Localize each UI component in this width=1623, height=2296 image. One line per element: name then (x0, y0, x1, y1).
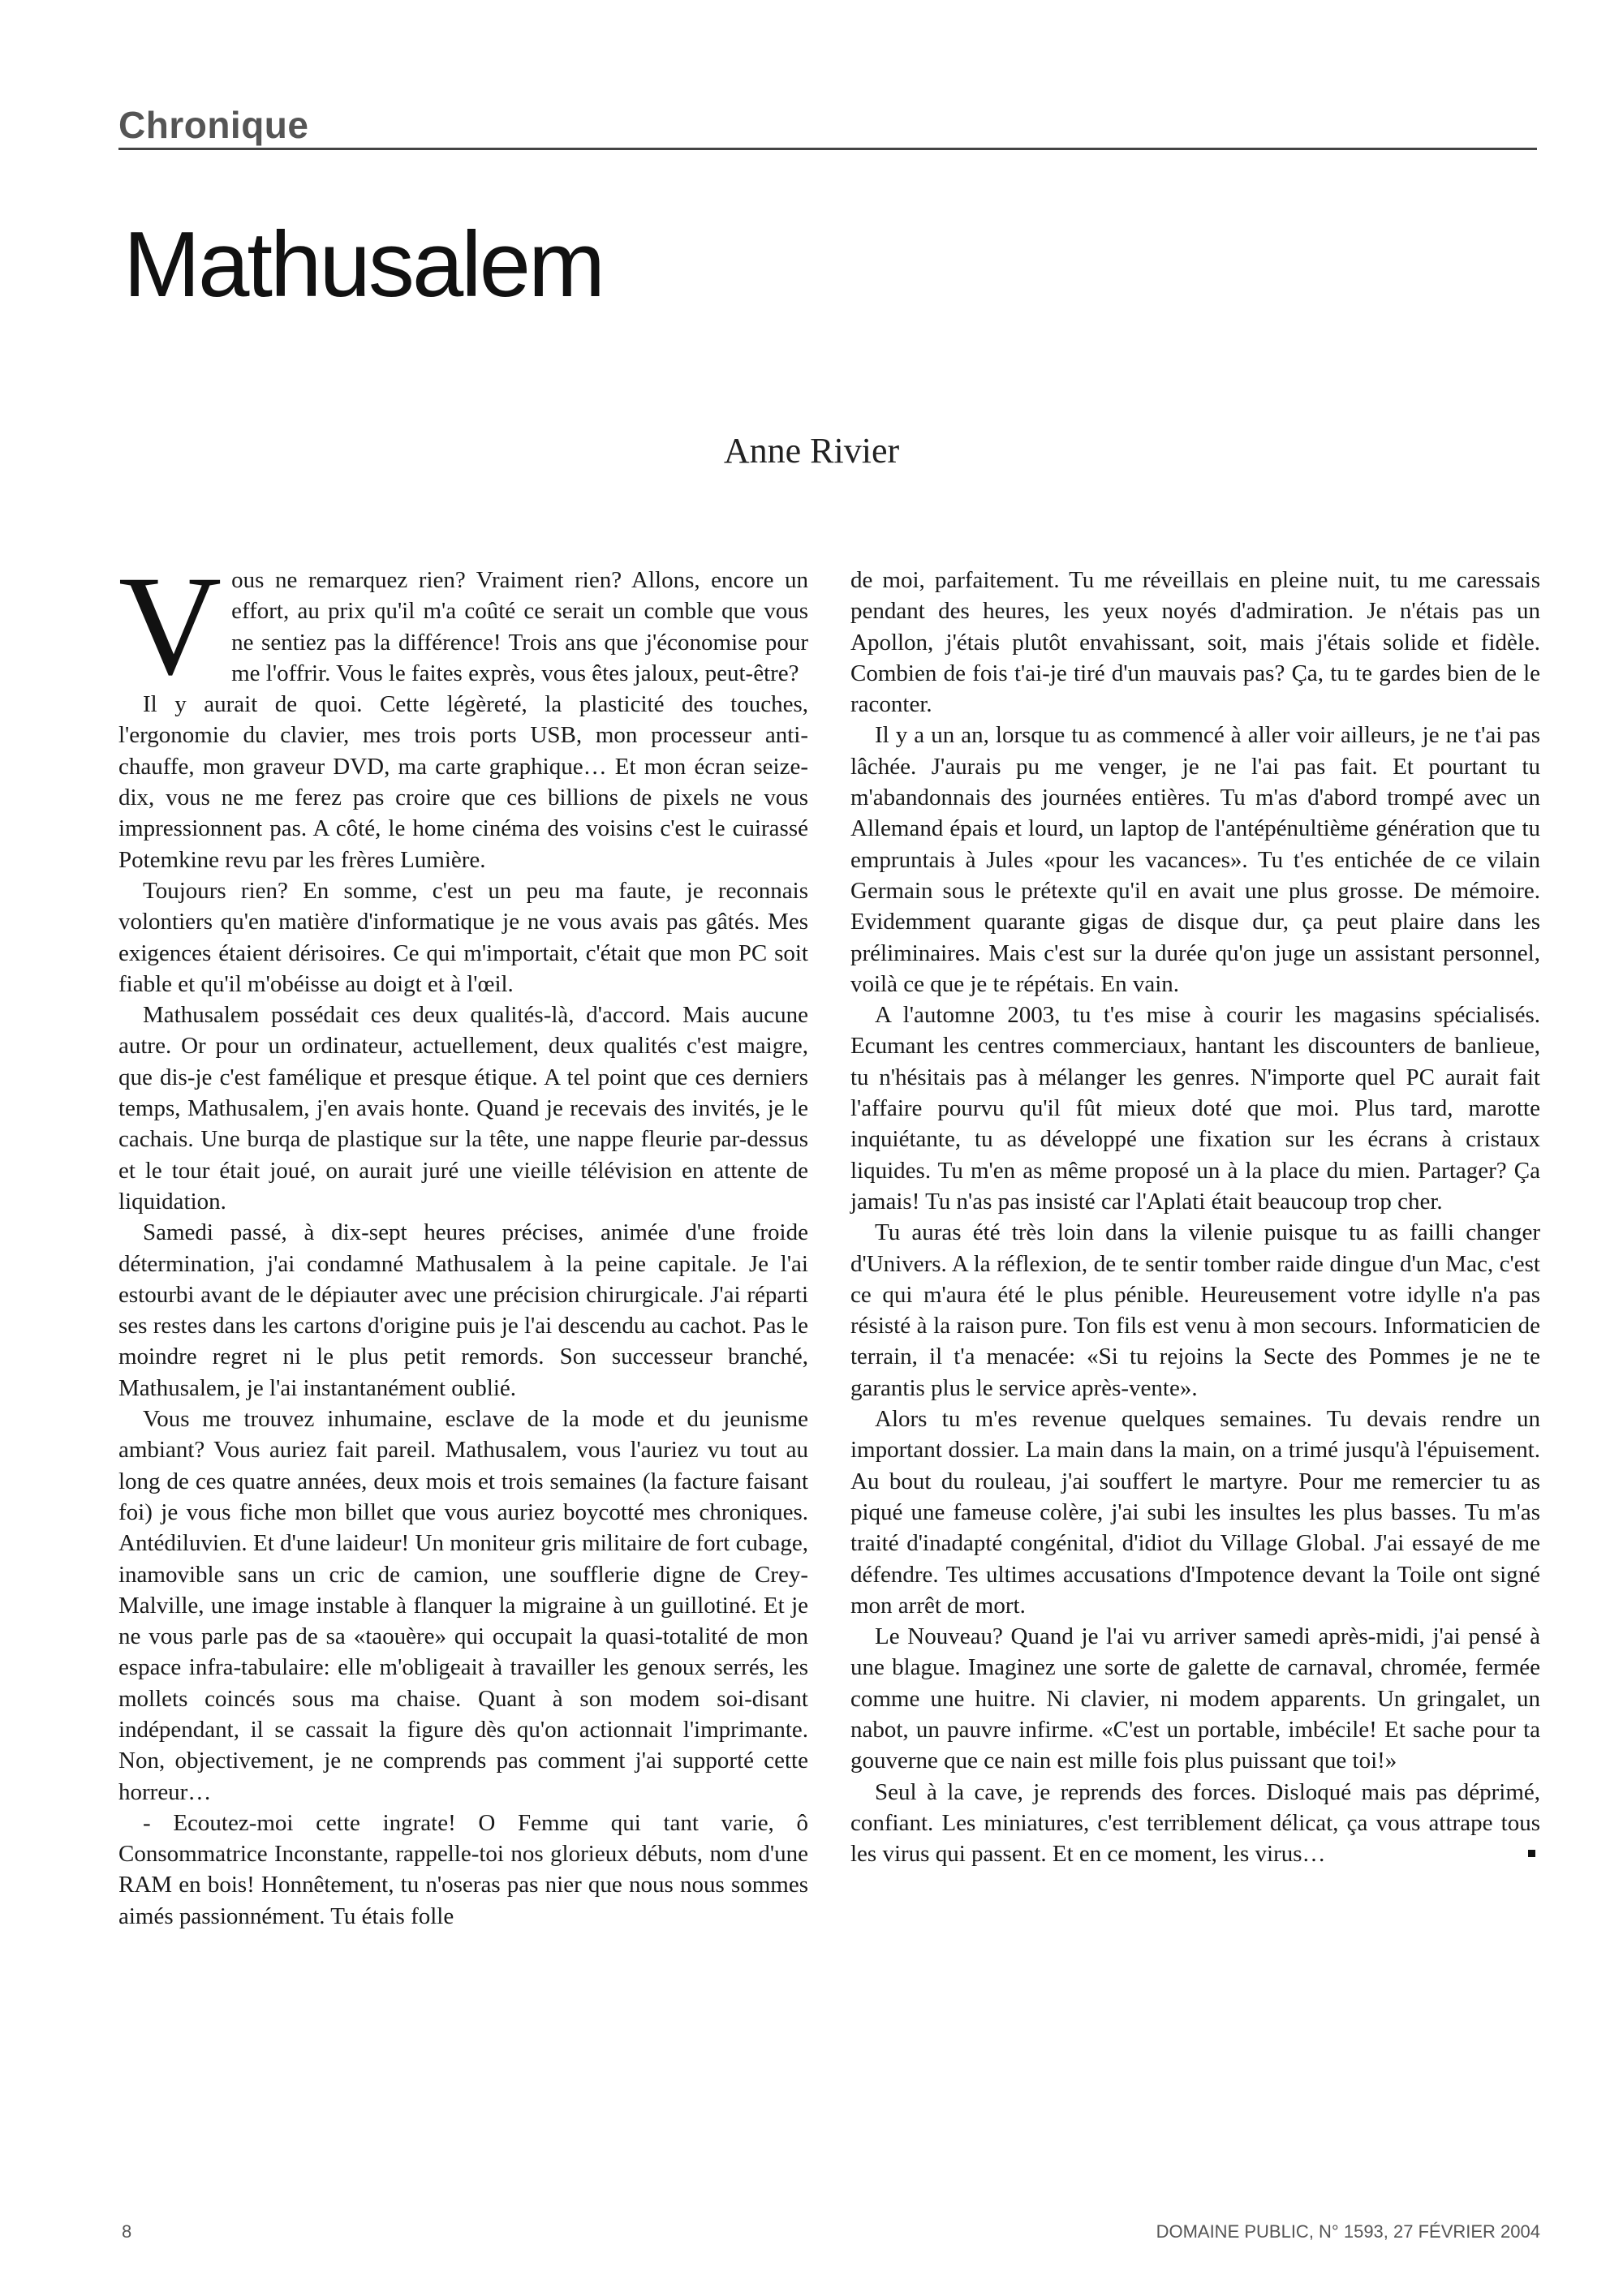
article-paragraph: Vous me trouvez inhumaine, esclave de la mode et du jeunisme ambiant? Vous auriez fait pareil. Mathusalem, vous l'auriez vu tout au long de ces quatre années, deux mois et trois semaines (la facture faisant foi) je vous fiche mon billet que vous auriez boycotté mes chroniques. Antédiluvien. Et d'une laideur! Un moniteur gris militaire de fort cubage, inamovible sans un cric de camion, une soufflerie digne de Crey-Malville, une image instable à flanquer la migraine à un guillotiné. Et je ne vous parle pas de sa «taouère» qui occupait la quasi-totalité de mon espace infra-tabulaire: elle m'obligeait à travailler les genoux serrés, les mollets coincés sous ma chaise. Quant à son modem soi-disant indépendant, il se cassait la figure dès qu'on actionnait l'imprimante. Non, objectivement, je ne comprends pas comment j'ai supporté cette horreur… (118, 1406, 808, 1805)
article-paragraph: Alors tu m'es revenue quelques semaines. Tu devais rendre un important dossier. La main dans la main, on a trimé jusqu'à l'épuisement. Au bout du rouleau, j'ai souffert le martyre. Pour me remercier tu as piqué une fameuse colère, j'ai subi les insultes les plus basses. Tu m'as traité d'inadapté congénital, d'idiot du Village Global. J'ai essayé de me défendre. Tes ultimes accusations d'Impotence devant la Toile ont signé mon arrêt de mort. (850, 1406, 1540, 1619)
article-title: Mathusalem (123, 213, 603, 316)
drop-cap: V (118, 547, 222, 705)
article-paragraph: Samedi passé, à dix-sept heures précises, animée d'une froide détermination, j'ai condamné Mathusalem à la peine capitale. Je l'ai estourbi avant de le dépiauter avec une précision chirurgicale. J'ai réparti ses restes dans les cartons d'origine puis je l'ai descendu au cachot. Pas le moindre regret ni le plus petit remords. Son successeur branché, Mathusalem, je l'ai instantanément oublié. (118, 1219, 808, 1401)
article-column-left (118, 547, 808, 1932)
publication-info: DOMAINE PUBLIC, N° 1593, 27 FÉVRIER 2004 (1156, 2221, 1540, 2242)
article-paragraph-last: Seul à la cave, je reprends des forces. Disloqué mais pas déprimé, confiant. Les miniatures, c'est terriblement délicat, ça vous attrape tous les virus qui passent. Et en ce moment, les virus… (850, 1778, 1540, 1868)
article-paragraph: A l'automne 2003, tu t'es mise à courir les magasins spécialisés. Ecumant les centres commerciaux, hantant les discounters de banlieue, tu n'hésitais pas à mélanger les genres. N'importe quel PC aurait fait l'affaire pourvu qu'il fût mieux doté que moi. Plus tard, marotte inquiétante, tu as développé une fixation sur les écrans à cristaux liquides. Tu m'en as même proposé un à la place du mien. Partager? Ça jamais! Tu n'as pas insisté car l'Aplati était beaucoup trop cher. (850, 1002, 1540, 1215)
article-column-right (850, 565, 1540, 1869)
article-paragraph: Vous ne remarquez rien? Vraiment rien? Allons, encore un effort, au prix qu'il m'a coûté ce serait un comble que vous ne sentiez pas la différence! Trois ans que j'économise pour me l'offrir. Vous le faites exprès, vous êtes jaloux, peut-être? (118, 547, 808, 705)
article-paragraph: Il y aurait de quoi. Cette légèreté, la plasticité des touches, l'ergonomie du clavier, mes trois ports USB, mon processeur anti-chauffe, mon graveur DVD, ma carte graphique… Et mon écran seize-dix, vous ne me ferez pas croire que ces billions de pixels ne vous impressionnent pas. A côté, le home cinéma des voisins c'est le cuirassé Potemkine revu par les frères Lumière. (118, 691, 808, 873)
rubric-header (118, 104, 1537, 150)
article-paragraph: Il y a un an, lorsque tu as commencé à aller voir ailleurs, je ne t'ai pas lâchée. J'aurais pu me venger, je ne l'ai pas fait. Et pourtant tu m'abandonnais des journées entières. Tu m'as d'abord trompé avec un Allemand épais et lourd, un laptop de l'antépénultième génération que tu empruntais à Jules «pour les vacances». Tu t'es entichée de ce vilain Germain sous le prétexte qu'il en avait une plus grosse. De mémoire. Evidemment quarante gigas de disque dur, ça peut plaire dans les préliminaires. Mais c'est sur la durée qu'on juge un assistant personnel, voilà ce que je te répétais. En vain. (850, 722, 1540, 997)
article-paragraph: - Ecoutez-moi cette ingrate! O Femme qui tant varie, ô Consommatrice Inconstante, rappelle-toi nos glorieux débuts, nom d'une RAM en bois! Honnêtement, tu n'oseras pas nier que nous nous sommes aimés passionnément. Tu étais folle (118, 1809, 808, 1929)
article-paragraph: Le Nouveau? Quand je l'ai vu arriver samedi après-midi, j'ai pensé à une blague. Imaginez une sorte de galette de carnaval, chromée, fermée comme une huitre. Ni clavier, ni modem apparents. Un gringalet, un nabot, un pauvre infirme. «C'est un portable, imbécile! Et sache pour ta gouverne que ce nain est mille fois plus puissant que toi!» (850, 1623, 1540, 1774)
article-paragraph: Tu auras été très loin dans la vilenie puisque tu as failli changer d'Univers. A la réflexion, de te sentir tomber raide dingue d'un Mac, c'est ce qui m'aura été le plus pénible. Heureusement votre idylle n'a pas résisté à la raison pure. Ton fils est venu à mon secours. Informaticien de terrain, il t'a menacée: «Si tu rejoins la Secte des Pommes je ne te garantis plus le service après-vente». (850, 1219, 1540, 1401)
rubric-label: Chronique (118, 104, 309, 146)
page-number: 8 (122, 2221, 132, 2242)
article-paragraph: Toujours rien? En somme, c'est un peu ma faute, je reconnais volontiers qu'en matière d'informatique je ne vous avais pas gâtés. Mes exigences étaient dérisoires. Ce qui m'importait, c'était que mon PC soit fiable et qu'il m'obéisse au doigt et à l'œil. (118, 877, 808, 997)
end-of-article-mark (1528, 1850, 1535, 1857)
article-paragraph: Mathusalem possédait ces deux qualités-là, d'accord. Mais aucune autre. Or pour un ordinateur, actuellement, deux qualités c'est maigre, que dis-je c'est famélique et presque étique. A tel point que ces derniers temps, Mathusalem, j'en avais honte. Quand je recevais des invités, je le cachais. Une burqa de plastique sur la tête, une nappe fleurie par-dessus et le tour était joué, on aurait juré une vieille télévision en attente de liquidation. (118, 1002, 808, 1215)
article-paragraph: de moi, parfaitement. Tu me réveillais en pleine nuit, tu me caressais pendant des heures, les yeux noyés d'admiration. Je n'étais pas un Apollon, j'étais plutôt envahissant, soit, mais j'étais solide et fidèle. Combien de fois t'ai-je tiré d'un mauvais pas? Ça, tu te gardes bien de le raconter. (850, 567, 1540, 718)
article-author: Anne Rivier (723, 431, 900, 471)
